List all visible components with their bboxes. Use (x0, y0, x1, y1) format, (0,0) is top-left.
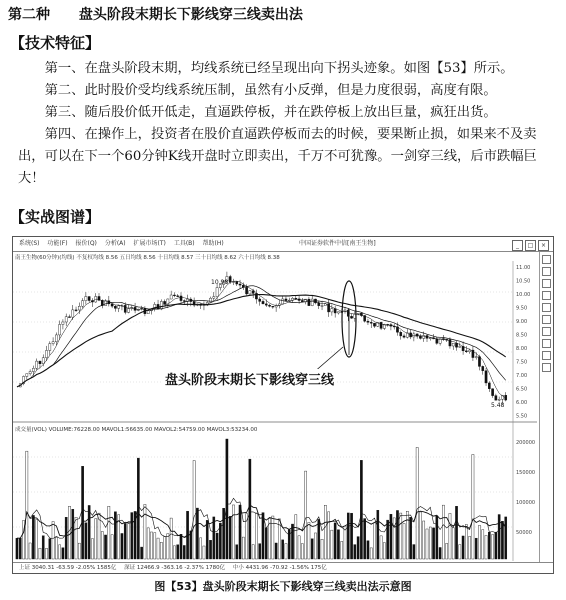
volume-bar (193, 461, 195, 559)
volume-bar (360, 460, 362, 559)
candle-body (442, 339, 444, 340)
candle-body (252, 291, 254, 294)
maximize-icon[interactable]: □ (525, 240, 536, 251)
candle-body (357, 313, 359, 314)
tool-icon[interactable] (542, 351, 551, 360)
candle-body (72, 310, 74, 317)
candle-body (216, 288, 218, 297)
candle-body (282, 299, 284, 304)
price-tick-label: 10.00 (516, 292, 531, 298)
candle-body (65, 317, 67, 322)
volume-bar (344, 526, 346, 559)
volume-bar (341, 541, 343, 559)
volume-bar (436, 516, 438, 559)
volume-bar (403, 524, 405, 559)
candle-body (419, 336, 421, 338)
candle-body (301, 300, 303, 301)
volume-bar (170, 518, 172, 559)
candle-body (495, 396, 497, 401)
volume-bar (62, 548, 64, 559)
candle-body (111, 304, 113, 306)
candle-body (246, 287, 248, 294)
candle-body (265, 304, 267, 305)
candle-body (295, 298, 297, 299)
volume-tick-label: 200000 (516, 440, 536, 446)
candle-body (164, 301, 166, 304)
candle-body (272, 306, 274, 307)
candle-body (485, 371, 487, 383)
volume-bar (331, 530, 333, 559)
volume-tick-label: 150000 (516, 470, 536, 476)
volume-bar (439, 547, 441, 559)
volume-bar (383, 543, 385, 559)
candle-body (429, 338, 431, 339)
volume-bar (265, 528, 267, 559)
volume-bar (364, 519, 366, 559)
volume-bar (462, 536, 464, 559)
menu-tools[interactable]: 工具(B) (173, 240, 195, 247)
volume-bar (291, 524, 293, 559)
volume-bar (400, 513, 402, 559)
volume-bar (216, 533, 218, 559)
candle-body (465, 351, 467, 352)
volume-bar (127, 524, 129, 559)
candle-body (436, 339, 438, 343)
candle-body (114, 306, 116, 308)
paragraph-3: 第三、随后股价低开低走，直逼跌停板，并在跌停板上放出巨量，疯狂出货。 (44, 105, 497, 120)
volume-bar (455, 506, 457, 559)
volume-bar (121, 533, 123, 559)
tool-icon[interactable] (542, 315, 551, 324)
volume-bar (505, 517, 507, 559)
volume-bar (167, 534, 169, 559)
chapter-heading (8, 4, 303, 24)
candle-body (75, 310, 77, 311)
candle-body (475, 357, 477, 358)
candle-body (170, 295, 172, 299)
candle-body (311, 299, 313, 306)
volume-bar (19, 538, 21, 559)
section-features: 【技术特征】 (10, 34, 101, 52)
candle-body (259, 299, 261, 301)
price-axis-ticks (516, 265, 530, 420)
volume-bar (65, 517, 67, 559)
volume-bar (272, 516, 274, 559)
volume-bar (131, 513, 133, 559)
volume-bar (446, 543, 448, 559)
menu-function[interactable]: 功能(F) (47, 240, 68, 247)
candle-body (262, 301, 264, 304)
volume-bar (154, 533, 156, 559)
volume-bar (429, 527, 431, 559)
candle-body (82, 301, 84, 307)
volume-bar (157, 538, 159, 559)
tool-icon[interactable] (542, 279, 551, 288)
candle-body (367, 321, 369, 322)
candle-body (45, 350, 47, 357)
volume-bar (226, 439, 228, 559)
candle-body (400, 332, 402, 336)
volume-bar (196, 508, 198, 559)
price-tick-label: 10.50 (516, 278, 531, 285)
candle-body (147, 311, 149, 314)
candle-body (328, 304, 330, 312)
volume-bar (416, 447, 418, 559)
volume-bar (285, 544, 287, 559)
volume-bar (413, 545, 415, 559)
candle-body (229, 277, 231, 283)
status-sme: 中小 4431.96 -70.92 -1.56% 175亿 (232, 565, 327, 571)
volume-tick-label: 50000 (516, 530, 532, 536)
heading-title: 盘头阶段末期长下影线穿三线卖出法 (78, 7, 303, 23)
volume-bar (380, 536, 382, 559)
tool-icon[interactable] (542, 363, 551, 372)
candle-body (288, 300, 290, 301)
candle-body (42, 358, 44, 364)
volume-bar (469, 536, 471, 559)
volume-bar (350, 513, 352, 559)
volume-bar (452, 528, 454, 559)
volume-bar (150, 532, 152, 559)
volume-bar (68, 506, 70, 559)
window-title: 中国证券软件中信[南王生物] (299, 240, 376, 247)
features-body (18, 58, 553, 190)
volume-bar (72, 509, 74, 559)
volume-bar (32, 515, 34, 559)
volume-bar (367, 541, 369, 559)
volume-bar (275, 543, 277, 559)
candle-body (498, 399, 500, 400)
volume-bar (321, 539, 323, 559)
volume-bar (85, 523, 87, 559)
price-tick-label: 6.50 (516, 386, 528, 393)
volume-bar (45, 548, 47, 559)
volume-bar (354, 545, 356, 559)
volume-bar (160, 542, 162, 559)
candle-body (334, 309, 336, 313)
candle-body (380, 322, 382, 328)
high-price-label: 10.98 (211, 279, 229, 286)
candle-body (26, 374, 28, 377)
volume-panel-header: 成交量(VOL) VOLUME:76228.00 MAVOL1:56635.00 MAVOL2:54759.00 MAVOL3:53234.00 (15, 427, 258, 433)
volume-bar (262, 513, 264, 559)
volume-bar (55, 538, 57, 559)
candle-body (177, 296, 179, 297)
volume-bar (88, 505, 90, 559)
volume-bar (492, 535, 494, 559)
volume-bar (249, 459, 251, 559)
candle-body (239, 284, 241, 285)
volume-bar (164, 537, 166, 559)
price-tick-label: 9.50 (516, 305, 528, 312)
volume-bar (478, 525, 480, 559)
low-price-label: 5.48 (491, 402, 505, 409)
volume-bar (259, 544, 261, 559)
volume-bar (488, 532, 490, 559)
price-tick-label: 7.00 (516, 373, 528, 379)
market-status-bar (13, 562, 553, 573)
tool-icon[interactable] (542, 327, 551, 336)
volume-bar (324, 505, 326, 559)
chart-annotation: 盘头阶段末期长下影线穿三线 (163, 369, 336, 388)
tool-icon[interactable] (542, 255, 551, 264)
volume-bar (203, 546, 205, 559)
paragraph-1: 第一、在盘头阶段末期，均线系统已经呈现出向下拐头迹象。如图【53】所示。 (44, 61, 514, 76)
volume-bar (29, 543, 31, 559)
volume-bar (305, 471, 307, 559)
tool-icon[interactable] (542, 339, 551, 348)
status-sz: 深证 12466.9 -363.16 -2.37% 1780亿 (124, 565, 226, 571)
volume-bar (426, 529, 428, 559)
candle-body (337, 312, 339, 313)
candle-body (183, 301, 185, 302)
price-tick-label: 5.50 (516, 413, 528, 420)
candle-body (308, 299, 310, 306)
candle-body (213, 297, 215, 299)
price-tick-label: 8.00 (516, 346, 528, 352)
candle-body (370, 322, 372, 323)
volume-bar (82, 466, 84, 559)
volume-bar (298, 536, 300, 559)
candle-body (331, 309, 333, 312)
volume-bar (432, 528, 434, 559)
volume-bar (337, 530, 339, 559)
volume-bar (318, 519, 320, 559)
volume-bar (295, 515, 297, 559)
candle-body (318, 303, 320, 306)
candle-body (52, 342, 54, 344)
volume-bar (328, 512, 330, 559)
volume-bar (180, 534, 182, 559)
volume-bar (308, 522, 310, 559)
volume-bar (16, 538, 18, 559)
candle-body (321, 306, 323, 307)
tool-sidebar (539, 252, 553, 562)
volume-bar (347, 513, 349, 559)
heading-number: 第二种 (8, 7, 50, 23)
candle-body (85, 297, 87, 301)
volume-bar (472, 454, 474, 559)
volume-bar (482, 530, 484, 559)
volume-bar (209, 540, 211, 559)
volume-bar (229, 516, 231, 559)
volume-bar (449, 513, 451, 559)
volume-bar (200, 538, 202, 559)
candle-body (478, 357, 480, 367)
candle-body (32, 368, 34, 371)
candle-body (350, 316, 352, 318)
price-tick-label: 8.50 (516, 332, 528, 339)
volume-bar (423, 521, 425, 559)
paragraph-2: 第二、此时股价受均线系统压制，虽然有小反弹，但是力度很弱，高度有限。 (44, 83, 497, 98)
candle-body (268, 305, 270, 306)
candle-body (403, 336, 405, 337)
volume-bar (219, 523, 221, 559)
volume-bar (396, 510, 398, 559)
volume-bar (301, 544, 303, 559)
status-sh: 上证 3040.31 -63.59 -2.05% 1585亿 (19, 565, 117, 571)
volume-bar (190, 531, 192, 559)
volume-bar (255, 513, 257, 559)
volume-bar (498, 515, 500, 559)
candle-body (249, 291, 251, 294)
menu-help[interactable]: 帮助(H) (202, 240, 224, 247)
volume-bar (75, 517, 77, 559)
volume-bar (223, 508, 225, 559)
candle-body (39, 361, 41, 364)
candle-body (180, 296, 182, 301)
volume-bar (442, 505, 444, 559)
candle-body (209, 298, 211, 302)
price-tick-label: 7.50 (516, 359, 528, 366)
volume-bar (465, 524, 467, 559)
volume-bar (393, 518, 395, 559)
volume-bar (232, 505, 234, 559)
volume-bar (282, 540, 284, 559)
volume-bar (459, 545, 461, 559)
candle-body (285, 299, 287, 301)
volume-bar (95, 519, 97, 559)
candle-body (469, 350, 471, 352)
candle-body (124, 305, 126, 312)
candle-body (291, 298, 293, 300)
candle-body (452, 343, 454, 346)
candle-body (36, 361, 38, 368)
volume-bar (111, 535, 113, 559)
candle-body (29, 372, 31, 374)
volume-tick-label: 100000 (516, 500, 536, 506)
candle-body (68, 317, 70, 318)
menu-extended-market[interactable]: 扩展市场(T) (133, 240, 166, 247)
volume-bar (242, 537, 244, 559)
volume-bar (147, 528, 149, 559)
volume-bar (183, 545, 185, 559)
paragraph-4: 第四、在操作上，投资者在股价直逼跌停板而去的时候，要果断止损，如果来不及卖出，可以在下一个60分钟K线开盘时立即卖出，千万不可犹豫。一剑穿三线，后市跌幅巨大！ (18, 127, 537, 186)
price-tick-label: 6.00 (516, 400, 528, 406)
candle-body (492, 389, 494, 396)
chart-plot (13, 237, 553, 573)
price-panel-header: 南王生物(60分钟)(均线) 不复权均线 8.56 五日均线 8.56 十日均线 8.57 三十日均线 8.62 六十日均线 8.38 (15, 255, 280, 261)
candle-body (62, 322, 64, 324)
price-tick-label: 9.00 (516, 319, 528, 325)
menu-system[interactable]: 系统(S) (19, 240, 40, 247)
candle-body (55, 335, 57, 342)
candle-body (88, 297, 90, 301)
candle-body (482, 366, 484, 370)
section-practice: 【实战图谱】 (10, 208, 101, 226)
volume-bar (314, 533, 316, 559)
tool-icon[interactable] (542, 267, 551, 276)
candle-body (173, 295, 175, 296)
candle-body (118, 306, 120, 309)
volume-bar (104, 535, 106, 559)
candle-body (59, 324, 61, 334)
candle-body (127, 309, 129, 313)
menu-analysis[interactable]: 分析(A) (104, 240, 126, 247)
volume-bar (213, 517, 215, 559)
price-tick-label: 11.00 (516, 265, 531, 271)
tool-icon[interactable] (542, 303, 551, 312)
volume-bar (357, 537, 359, 559)
minimize-icon[interactable]: _ (512, 240, 523, 251)
volume-bar (101, 532, 103, 559)
volume-bar (475, 538, 477, 559)
volume-bar (49, 539, 51, 559)
volume-bar (252, 545, 254, 559)
candle-body (236, 282, 238, 284)
volume-bar (59, 545, 61, 559)
volume-bar (36, 520, 38, 559)
volume-bar (39, 548, 41, 559)
volume-bar (26, 451, 28, 559)
volume-bar (42, 536, 44, 559)
figure-caption: 图【53】盘头阶段末期长下影线穿三线卖出法示意图 (154, 580, 412, 593)
volume-bar (91, 539, 93, 559)
tool-icon[interactable] (542, 291, 551, 300)
volume-bar (78, 543, 80, 559)
stock-chart-screenshot (12, 236, 554, 574)
volume-bar (406, 511, 408, 559)
volume-bar (144, 504, 146, 559)
volume-bar (206, 520, 208, 559)
volume-bar (124, 524, 126, 559)
volume-bar (141, 547, 143, 559)
volume-bar (373, 523, 375, 559)
candle-body (455, 343, 457, 347)
candle-body (488, 383, 490, 389)
candle-body (416, 334, 418, 336)
volume-bar (311, 539, 313, 559)
volume-bar (334, 523, 336, 559)
volume-bar (419, 512, 421, 559)
candle-body (373, 323, 375, 326)
volume-bar (410, 517, 412, 559)
volume-bar (52, 522, 54, 559)
candle-body (78, 306, 80, 310)
volume-bar (495, 532, 497, 559)
candle-body (49, 344, 51, 351)
volume-bar (173, 546, 175, 559)
volume-bar (377, 510, 379, 559)
candle-body (459, 346, 461, 347)
volume-bar (485, 535, 487, 559)
volume-bar (114, 512, 116, 559)
volume-bar (236, 545, 238, 559)
menu-quote[interactable]: 报价(Q) (75, 240, 97, 247)
candle-body (160, 301, 162, 309)
candle-body (449, 340, 451, 346)
close-icon[interactable]: × (538, 240, 549, 251)
volume-axis-ticks (516, 440, 535, 536)
volume-bar (108, 506, 110, 559)
volume-bar (370, 548, 372, 559)
volume-bar (177, 545, 179, 559)
